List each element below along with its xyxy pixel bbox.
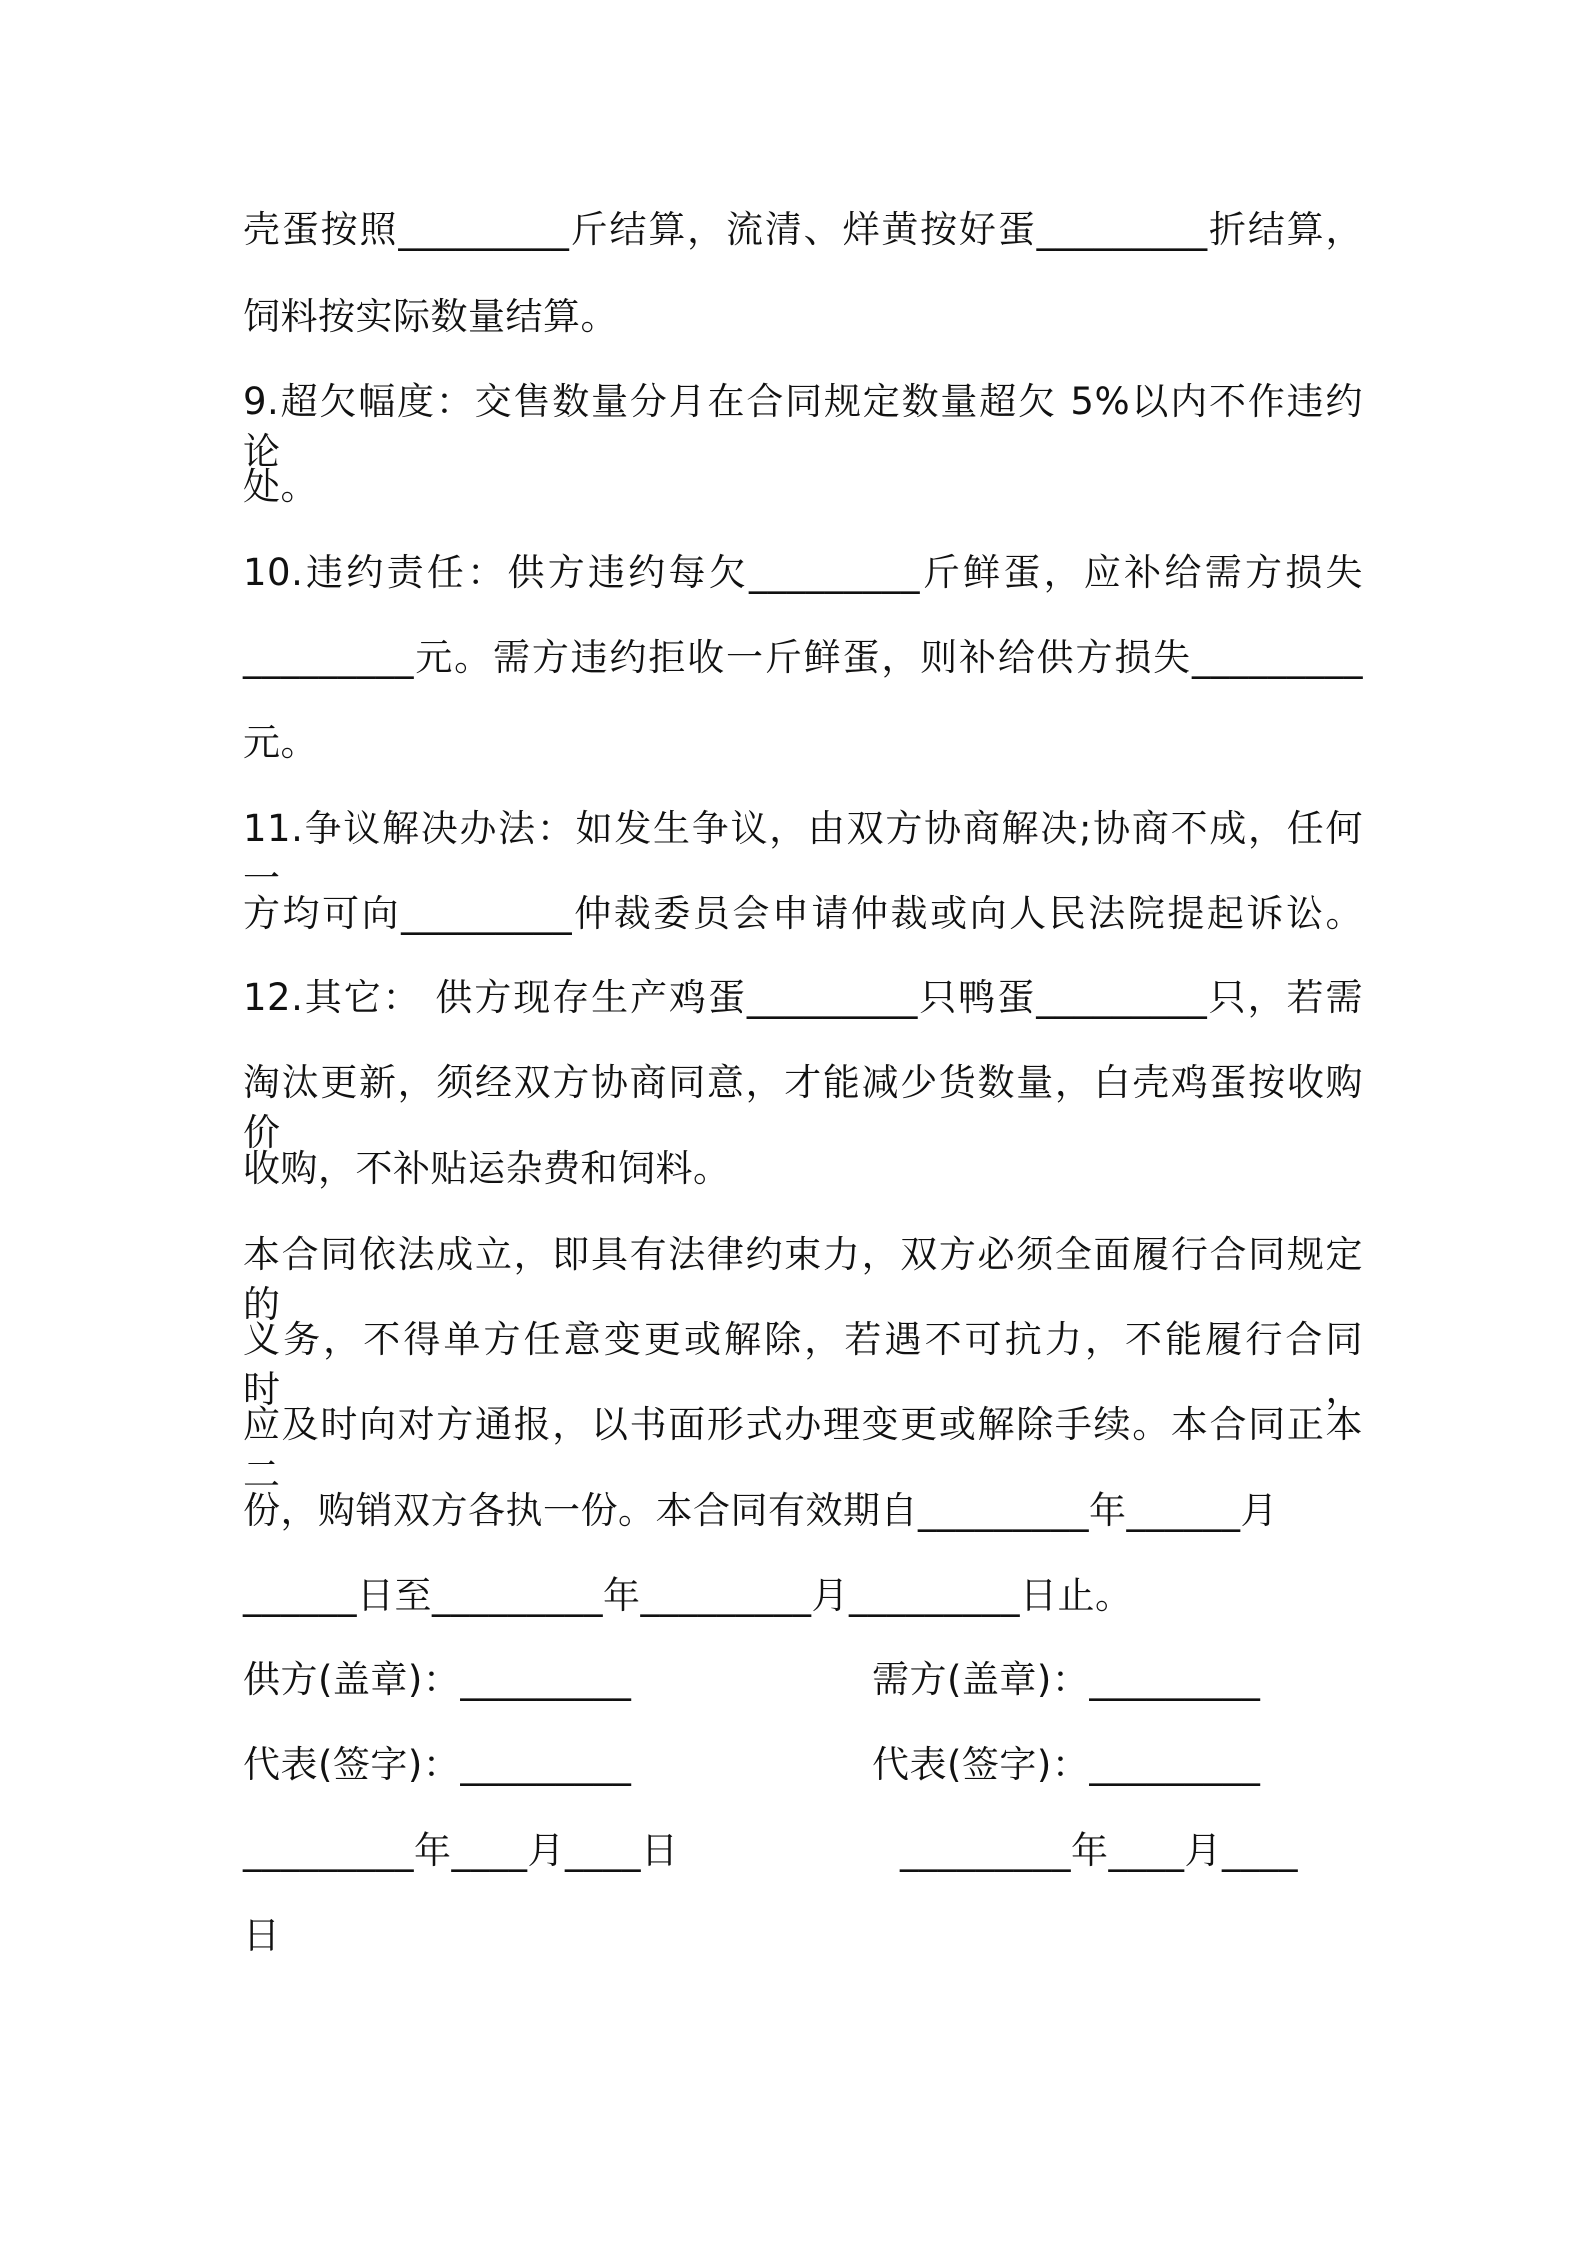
text-line-17: ______日至_________年_________月_________日止。 [243,1574,1133,1617]
text-line-10: 12.其它： 供方现存生产鸡蛋_________只鸭蛋_________只，若需 [243,976,1363,1019]
buyer-seal-field: 需方(盖章)：_________ [872,1658,1261,1701]
text-line-5: 10.违约责任：供方违约每欠_________斤鲜蛋，应补给需方损失 [243,551,1363,594]
text-line-15: 应及时向对方通报，以书面形式办理变更或解除手续。本合同正本二 [243,1403,1363,1496]
text-line-11: 淘汰更新，须经双方协商同意，才能减少货数量，白壳鸡蛋按收购价 [243,1061,1363,1154]
text-line-16: 份，购销双方各执一份。本合同有效期自_________年______月 [243,1489,1278,1532]
buyer-date-tail: 日 [243,1914,281,1957]
buyer-rep-field: 代表(签字)：_________ [872,1743,1261,1786]
buyer-date-field: _________年____月____ [900,1829,1298,1872]
text-line-9: 方均可向_________仲裁委员会申请仲裁或向人民法院提起诉讼。 [243,892,1363,935]
supplier-date-field: _________年____月____日 [243,1829,679,1872]
text-line-13: 本合同依法成立，即具有法律约束力，双方必须全面履行合同规定的 [243,1233,1363,1326]
text-line-12: 收购，不补贴运杂费和饲料。 [243,1147,731,1190]
text-line-6: _________元。需方违约拒收一斤鲜蛋，则补给供方损失_________ [243,636,1363,679]
text-line-2: 饲料按实际数量结算。 [243,295,618,338]
supplier-rep-field: 代表(签字)：_________ [243,1743,632,1786]
supplier-seal-field: 供方(盖章)：_________ [243,1658,632,1701]
text-line-3: 9.超欠幅度：交售数量分月在合同规定数量超欠 5%以内不作违约论 [243,380,1363,473]
text-line-1: 壳蛋按照_________斤结算，流清、烊黄按好蛋_________折结算， [243,208,1363,251]
text-line-4: 处。 [243,465,318,508]
text-line-8: 11.争议解决办法：如发生争议，由双方协商解决;协商不成，任何一 [243,807,1363,900]
text-line-14: 义务，不得单方任意变更或解除，若遇不可抗力，不能履行合同时， [243,1318,1363,1411]
text-line-7: 元。 [243,721,318,764]
